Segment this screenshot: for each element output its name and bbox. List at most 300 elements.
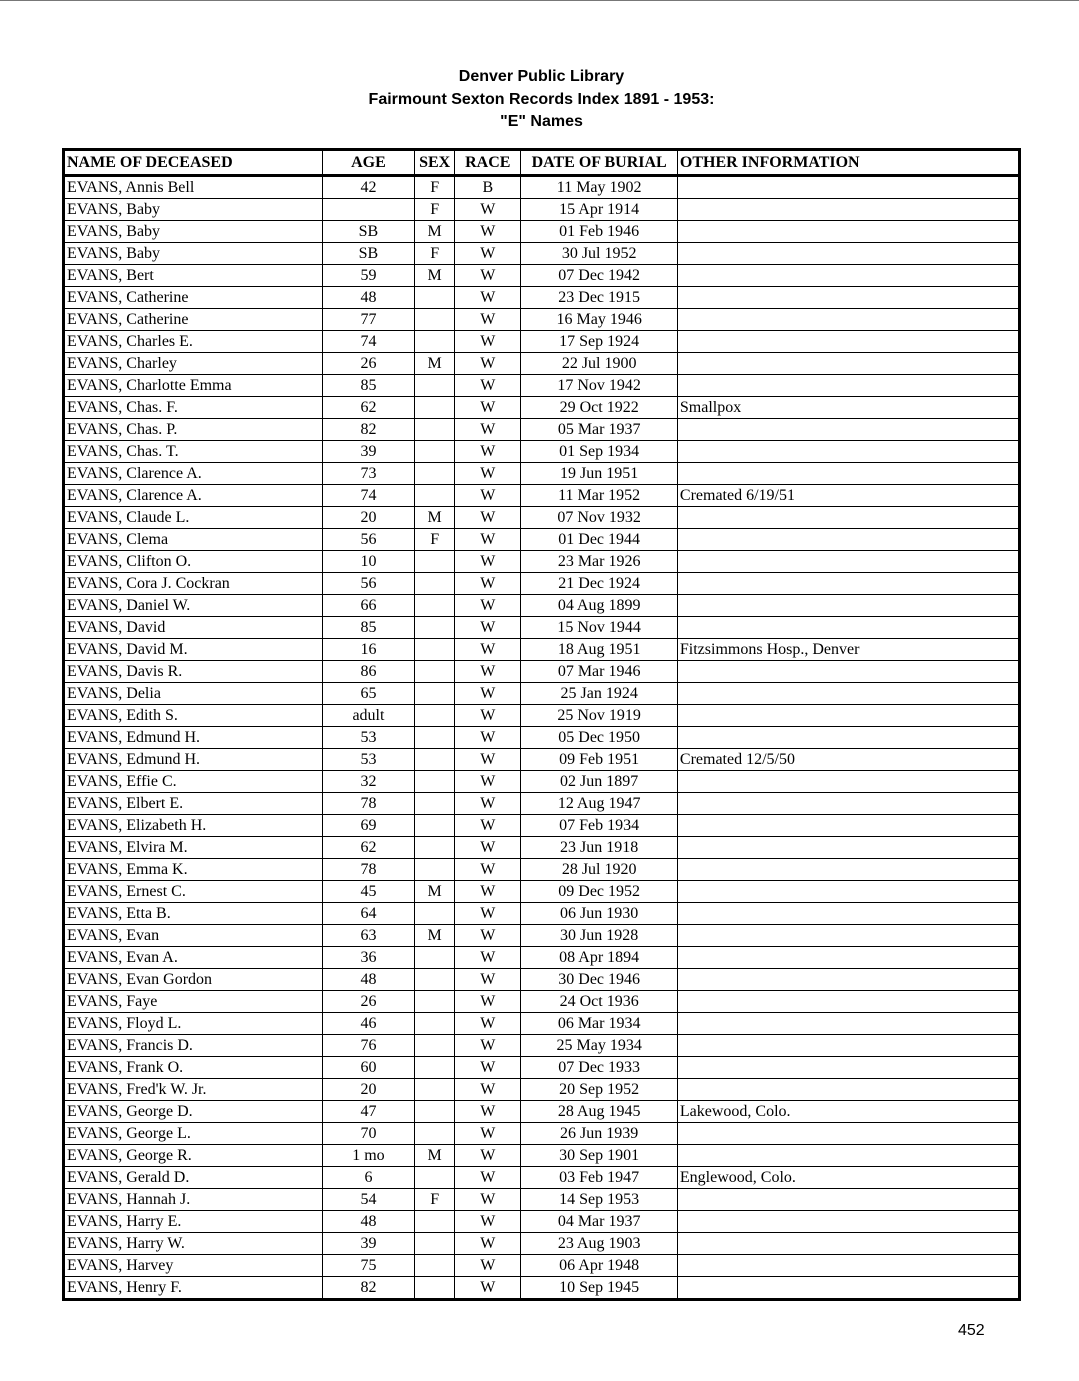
date-of-burial-cell: 30 Jun 1928 xyxy=(521,925,677,947)
table-row xyxy=(64,617,1020,639)
race-cell: W xyxy=(455,309,521,331)
age-cell: 85 xyxy=(322,617,414,639)
race-cell: W xyxy=(455,1079,521,1101)
sex-cell: M xyxy=(415,265,455,287)
date-of-burial-cell: 12 Aug 1947 xyxy=(521,793,677,815)
age-cell: 64 xyxy=(322,903,414,925)
race-cell: W xyxy=(455,397,521,419)
sex-cell: F xyxy=(415,243,455,265)
date-of-burial-cell: 25 Nov 1919 xyxy=(521,705,677,727)
column-header-other-information: OTHER INFORMATION xyxy=(677,150,1019,176)
sex-cell xyxy=(415,639,455,661)
race-cell: W xyxy=(455,375,521,397)
table-row xyxy=(64,837,1020,859)
date-of-burial-cell: 25 May 1934 xyxy=(521,1035,677,1057)
age-cell: 82 xyxy=(322,419,414,441)
date-of-burial-cell: 01 Sep 1934 xyxy=(521,441,677,463)
date-of-burial-cell: 01 Dec 1944 xyxy=(521,529,677,551)
name-cell: EVANS, Edith S. xyxy=(64,705,323,727)
name-cell: EVANS, Clarence A. xyxy=(64,485,323,507)
other-information-cell xyxy=(677,1277,1019,1300)
table-row xyxy=(64,176,1020,199)
race-cell: W xyxy=(455,1013,521,1035)
table-row xyxy=(64,595,1020,617)
date-of-burial-cell: 02 Jun 1897 xyxy=(521,771,677,793)
age-cell xyxy=(322,199,414,221)
column-header-date-of-burial: DATE OF BURIAL xyxy=(521,150,677,176)
sex-cell: M xyxy=(415,221,455,243)
name-cell: EVANS, Catherine xyxy=(64,287,323,309)
name-cell: EVANS, Elizabeth H. xyxy=(64,815,323,837)
table-row xyxy=(64,463,1020,485)
other-information-cell xyxy=(677,969,1019,991)
age-cell: 45 xyxy=(322,881,414,903)
table-row xyxy=(64,969,1020,991)
age-cell: 76 xyxy=(322,1035,414,1057)
name-cell: EVANS, Elvira M. xyxy=(64,837,323,859)
sex-cell xyxy=(415,397,455,419)
table-row xyxy=(64,353,1020,375)
name-cell: EVANS, Cora J. Cockran xyxy=(64,573,323,595)
sex-cell: M xyxy=(415,925,455,947)
sex-cell xyxy=(415,287,455,309)
race-cell: B xyxy=(455,176,521,199)
race-cell: W xyxy=(455,1189,521,1211)
date-of-burial-cell: 01 Feb 1946 xyxy=(521,221,677,243)
table-row xyxy=(64,991,1020,1013)
name-cell: EVANS, Harvey xyxy=(64,1255,323,1277)
name-cell: EVANS, Emma K. xyxy=(64,859,323,881)
age-cell: 62 xyxy=(322,837,414,859)
other-information-cell xyxy=(677,1079,1019,1101)
name-cell: EVANS, Chas. F. xyxy=(64,397,323,419)
age-cell: 78 xyxy=(322,793,414,815)
name-cell: EVANS, George L. xyxy=(64,1123,323,1145)
table-row xyxy=(64,287,1020,309)
date-of-burial-cell: 14 Sep 1953 xyxy=(521,1189,677,1211)
race-cell: W xyxy=(455,1145,521,1167)
name-cell: EVANS, Delia xyxy=(64,683,323,705)
age-cell: 56 xyxy=(322,529,414,551)
table-row xyxy=(64,221,1020,243)
date-of-burial-cell: 25 Jan 1924 xyxy=(521,683,677,705)
date-of-burial-cell: 30 Dec 1946 xyxy=(521,969,677,991)
sex-cell xyxy=(415,1079,455,1101)
other-information-cell xyxy=(677,1057,1019,1079)
date-of-burial-cell: 17 Nov 1942 xyxy=(521,375,677,397)
age-cell: 65 xyxy=(322,683,414,705)
other-information-cell xyxy=(677,287,1019,309)
name-cell: EVANS, Harry W. xyxy=(64,1233,323,1255)
age-cell: 56 xyxy=(322,573,414,595)
sex-cell xyxy=(415,1013,455,1035)
age-cell: 42 xyxy=(322,176,414,199)
date-of-burial-cell: 20 Sep 1952 xyxy=(521,1079,677,1101)
age-cell: 10 xyxy=(322,551,414,573)
table-row xyxy=(64,375,1020,397)
age-cell: 77 xyxy=(322,309,414,331)
other-information-cell xyxy=(677,991,1019,1013)
age-cell: 53 xyxy=(322,727,414,749)
date-of-burial-cell: 07 Dec 1942 xyxy=(521,265,677,287)
date-of-burial-cell: 15 Apr 1914 xyxy=(521,199,677,221)
date-of-burial-cell: 03 Feb 1947 xyxy=(521,1167,677,1189)
race-cell: W xyxy=(455,1123,521,1145)
race-cell: W xyxy=(455,1211,521,1233)
race-cell: W xyxy=(455,529,521,551)
name-cell: EVANS, Chas. T. xyxy=(64,441,323,463)
race-cell: W xyxy=(455,727,521,749)
age-cell: 47 xyxy=(322,1101,414,1123)
age-cell: 74 xyxy=(322,485,414,507)
table-row xyxy=(64,1167,1020,1189)
sex-cell xyxy=(415,683,455,705)
age-cell: 26 xyxy=(322,991,414,1013)
race-cell: W xyxy=(455,683,521,705)
age-cell: 48 xyxy=(322,969,414,991)
index-title: Fairmount Sexton Records Index 1891 - 1953: xyxy=(368,90,715,108)
sex-cell: M xyxy=(415,507,455,529)
name-cell: EVANS, Elbert E. xyxy=(64,793,323,815)
race-cell: W xyxy=(455,969,521,991)
race-cell: W xyxy=(455,1035,521,1057)
name-cell: EVANS, Edmund H. xyxy=(64,727,323,749)
race-cell: W xyxy=(455,837,521,859)
sex-cell: F xyxy=(415,199,455,221)
sex-cell xyxy=(415,463,455,485)
age-cell: 63 xyxy=(322,925,414,947)
table-row xyxy=(64,1255,1020,1277)
table-row xyxy=(64,1277,1020,1300)
race-cell: W xyxy=(455,617,521,639)
sex-cell xyxy=(415,969,455,991)
date-of-burial-cell: 11 Mar 1952 xyxy=(521,485,677,507)
table-row xyxy=(64,1189,1020,1211)
column-header-name: NAME OF DECEASED xyxy=(64,150,323,176)
age-cell: 60 xyxy=(322,1057,414,1079)
other-information-cell xyxy=(677,243,1019,265)
race-cell: W xyxy=(455,287,521,309)
name-cell: EVANS, Hannah J. xyxy=(64,1189,323,1211)
table-row xyxy=(64,1145,1020,1167)
age-cell: 48 xyxy=(322,287,414,309)
other-information-cell xyxy=(677,1123,1019,1145)
race-cell: W xyxy=(455,903,521,925)
table-row xyxy=(64,705,1020,727)
other-information-cell xyxy=(677,903,1019,925)
age-cell: 86 xyxy=(322,661,414,683)
name-cell: EVANS, Henry F. xyxy=(64,1277,323,1300)
name-cell: EVANS, Annis Bell xyxy=(64,176,323,199)
table-row xyxy=(64,947,1020,969)
other-information-cell xyxy=(677,661,1019,683)
age-cell: 32 xyxy=(322,771,414,793)
other-information-cell xyxy=(677,881,1019,903)
age-cell: 54 xyxy=(322,1189,414,1211)
other-information-cell xyxy=(677,419,1019,441)
name-cell: EVANS, Fred'k W. Jr. xyxy=(64,1079,323,1101)
name-cell: EVANS, Baby xyxy=(64,199,323,221)
name-cell: EVANS, Bert xyxy=(64,265,323,287)
race-cell: W xyxy=(455,771,521,793)
race-cell: W xyxy=(455,881,521,903)
name-cell: EVANS, Clarence A. xyxy=(64,463,323,485)
other-information-cell xyxy=(677,815,1019,837)
other-information-cell xyxy=(677,1035,1019,1057)
race-cell: W xyxy=(455,1057,521,1079)
age-cell: 46 xyxy=(322,1013,414,1035)
other-information-cell: Smallpox xyxy=(677,397,1019,419)
date-of-burial-cell: 06 Apr 1948 xyxy=(521,1255,677,1277)
other-information-cell xyxy=(677,507,1019,529)
age-cell: 69 xyxy=(322,815,414,837)
name-cell: EVANS, David M. xyxy=(64,639,323,661)
name-cell: EVANS, Evan Gordon xyxy=(64,969,323,991)
sex-cell: M xyxy=(415,353,455,375)
burial-records-table xyxy=(62,148,1021,1301)
date-of-burial-cell: 22 Jul 1900 xyxy=(521,353,677,375)
race-cell: W xyxy=(455,793,521,815)
table-row xyxy=(64,529,1020,551)
date-of-burial-cell: 07 Feb 1934 xyxy=(521,815,677,837)
table-row xyxy=(64,639,1020,661)
date-of-burial-cell: 06 Mar 1934 xyxy=(521,1013,677,1035)
date-of-burial-cell: 06 Jun 1930 xyxy=(521,903,677,925)
other-information-cell xyxy=(677,309,1019,331)
race-cell: W xyxy=(455,221,521,243)
other-information-cell xyxy=(677,771,1019,793)
other-information-cell: Cremated 12/5/50 xyxy=(677,749,1019,771)
age-cell: 26 xyxy=(322,353,414,375)
sex-cell: F xyxy=(415,529,455,551)
table-row xyxy=(64,309,1020,331)
race-cell: W xyxy=(455,639,521,661)
sex-cell: M xyxy=(415,881,455,903)
age-cell: 70 xyxy=(322,1123,414,1145)
other-information-cell xyxy=(677,595,1019,617)
table-row xyxy=(64,485,1020,507)
age-cell: 16 xyxy=(322,639,414,661)
other-information-cell xyxy=(677,793,1019,815)
column-header-race: RACE xyxy=(455,150,521,176)
table-row xyxy=(64,815,1020,837)
race-cell: W xyxy=(455,947,521,969)
race-cell: W xyxy=(455,1277,521,1300)
sex-cell xyxy=(415,573,455,595)
date-of-burial-cell: 08 Apr 1894 xyxy=(521,947,677,969)
date-of-burial-cell: 07 Nov 1932 xyxy=(521,507,677,529)
name-cell: EVANS, Claude L. xyxy=(64,507,323,529)
other-information-cell xyxy=(677,375,1019,397)
sex-cell: F xyxy=(415,1189,455,1211)
date-of-burial-cell: 15 Nov 1944 xyxy=(521,617,677,639)
table-header-row xyxy=(64,150,1020,176)
document-header xyxy=(0,66,1079,134)
date-of-burial-cell: 07 Mar 1946 xyxy=(521,661,677,683)
sex-cell xyxy=(415,551,455,573)
name-cell: EVANS, George R. xyxy=(64,1145,323,1167)
sex-cell xyxy=(415,1277,455,1300)
name-cell: EVANS, Clema xyxy=(64,529,323,551)
column-header-sex: SEX xyxy=(415,150,455,176)
age-cell: 20 xyxy=(322,1079,414,1101)
age-cell: 78 xyxy=(322,859,414,881)
age-cell: 85 xyxy=(322,375,414,397)
other-information-cell xyxy=(677,441,1019,463)
race-cell: W xyxy=(455,353,521,375)
sex-cell xyxy=(415,309,455,331)
race-cell: W xyxy=(455,661,521,683)
name-cell: EVANS, Gerald D. xyxy=(64,1167,323,1189)
other-information-cell xyxy=(677,199,1019,221)
sex-cell xyxy=(415,947,455,969)
sex-cell xyxy=(415,1057,455,1079)
race-cell: W xyxy=(455,815,521,837)
date-of-burial-cell: 23 Jun 1918 xyxy=(521,837,677,859)
date-of-burial-cell: 30 Jul 1952 xyxy=(521,243,677,265)
table-row xyxy=(64,331,1020,353)
age-cell: 53 xyxy=(322,749,414,771)
sex-cell xyxy=(415,903,455,925)
table-row xyxy=(64,859,1020,881)
other-information-cell xyxy=(677,837,1019,859)
sex-cell xyxy=(415,705,455,727)
other-information-cell xyxy=(677,529,1019,551)
other-information-cell: Englewood, Colo. xyxy=(677,1167,1019,1189)
date-of-burial-cell: 29 Oct 1922 xyxy=(521,397,677,419)
date-of-burial-cell: 04 Aug 1899 xyxy=(521,595,677,617)
sex-cell xyxy=(415,1255,455,1277)
sex-cell xyxy=(415,661,455,683)
sex-cell xyxy=(415,485,455,507)
sex-cell xyxy=(415,991,455,1013)
race-cell: W xyxy=(455,1255,521,1277)
race-cell: W xyxy=(455,199,521,221)
age-cell: 39 xyxy=(322,441,414,463)
date-of-burial-cell: 23 Aug 1903 xyxy=(521,1233,677,1255)
name-cell: EVANS, Francis D. xyxy=(64,1035,323,1057)
other-information-cell xyxy=(677,1013,1019,1035)
age-cell: 73 xyxy=(322,463,414,485)
name-cell: EVANS, Edmund H. xyxy=(64,749,323,771)
table-row xyxy=(64,1211,1020,1233)
table-row xyxy=(64,661,1020,683)
table-row xyxy=(64,265,1020,287)
date-of-burial-cell: 30 Sep 1901 xyxy=(521,1145,677,1167)
name-cell: EVANS, David xyxy=(64,617,323,639)
age-cell: adult xyxy=(322,705,414,727)
sex-cell xyxy=(415,837,455,859)
table-body xyxy=(64,176,1020,1300)
other-information-cell xyxy=(677,1211,1019,1233)
column-header-age: AGE xyxy=(322,150,414,176)
other-information-cell xyxy=(677,617,1019,639)
race-cell: W xyxy=(455,1167,521,1189)
table-row xyxy=(64,727,1020,749)
name-cell: EVANS, Baby xyxy=(64,221,323,243)
sex-cell xyxy=(415,749,455,771)
table-row xyxy=(64,419,1020,441)
race-cell: W xyxy=(455,265,521,287)
age-cell: 1 mo xyxy=(322,1145,414,1167)
sex-cell xyxy=(415,771,455,793)
race-cell: W xyxy=(455,991,521,1013)
age-cell: 59 xyxy=(322,265,414,287)
age-cell: SB xyxy=(322,243,414,265)
name-cell: EVANS, Harry E. xyxy=(64,1211,323,1233)
name-cell: EVANS, Floyd L. xyxy=(64,1013,323,1035)
name-cell: EVANS, Daniel W. xyxy=(64,595,323,617)
name-cell: EVANS, Effie C. xyxy=(64,771,323,793)
table-row xyxy=(64,507,1020,529)
other-information-cell xyxy=(677,1255,1019,1277)
date-of-burial-cell: 26 Jun 1939 xyxy=(521,1123,677,1145)
table-row xyxy=(64,199,1020,221)
table-row xyxy=(64,1079,1020,1101)
table-row xyxy=(64,1035,1020,1057)
age-cell: 6 xyxy=(322,1167,414,1189)
table-row xyxy=(64,441,1020,463)
date-of-burial-cell: 04 Mar 1937 xyxy=(521,1211,677,1233)
age-cell: 20 xyxy=(322,507,414,529)
sex-cell xyxy=(415,1233,455,1255)
race-cell: W xyxy=(455,485,521,507)
race-cell: W xyxy=(455,595,521,617)
sex-cell: M xyxy=(415,1145,455,1167)
age-cell: 36 xyxy=(322,947,414,969)
name-cell: EVANS, Catherine xyxy=(64,309,323,331)
date-of-burial-cell: 23 Mar 1926 xyxy=(521,551,677,573)
age-cell: SB xyxy=(322,221,414,243)
table-row xyxy=(64,1013,1020,1035)
table-row xyxy=(64,243,1020,265)
date-of-burial-cell: 24 Oct 1936 xyxy=(521,991,677,1013)
race-cell: W xyxy=(455,1233,521,1255)
sex-cell xyxy=(415,1211,455,1233)
name-cell: EVANS, Chas. P. xyxy=(64,419,323,441)
other-information-cell xyxy=(677,1189,1019,1211)
other-information-cell xyxy=(677,265,1019,287)
sex-cell xyxy=(415,859,455,881)
table-row xyxy=(64,1057,1020,1079)
name-cell: EVANS, George D. xyxy=(64,1101,323,1123)
other-information-cell xyxy=(677,463,1019,485)
race-cell: W xyxy=(455,419,521,441)
age-cell: 82 xyxy=(322,1277,414,1300)
name-cell: EVANS, Charles E. xyxy=(64,331,323,353)
sex-cell xyxy=(415,1101,455,1123)
name-cell: EVANS, Etta B. xyxy=(64,903,323,925)
sex-cell xyxy=(415,441,455,463)
sex-cell xyxy=(415,1035,455,1057)
table-row xyxy=(64,397,1020,419)
age-cell: 48 xyxy=(322,1211,414,1233)
race-cell: W xyxy=(455,441,521,463)
name-cell: EVANS, Charley xyxy=(64,353,323,375)
other-information-cell xyxy=(677,1145,1019,1167)
table-row xyxy=(64,925,1020,947)
race-cell: W xyxy=(455,551,521,573)
sex-cell: F xyxy=(415,176,455,199)
other-information-cell xyxy=(677,727,1019,749)
page-number: 452 xyxy=(958,1322,985,1339)
name-cell: EVANS, Frank O. xyxy=(64,1057,323,1079)
sex-cell xyxy=(415,331,455,353)
race-cell: W xyxy=(455,705,521,727)
name-cell: EVANS, Clifton O. xyxy=(64,551,323,573)
race-cell: W xyxy=(455,859,521,881)
date-of-burial-cell: 28 Jul 1920 xyxy=(521,859,677,881)
